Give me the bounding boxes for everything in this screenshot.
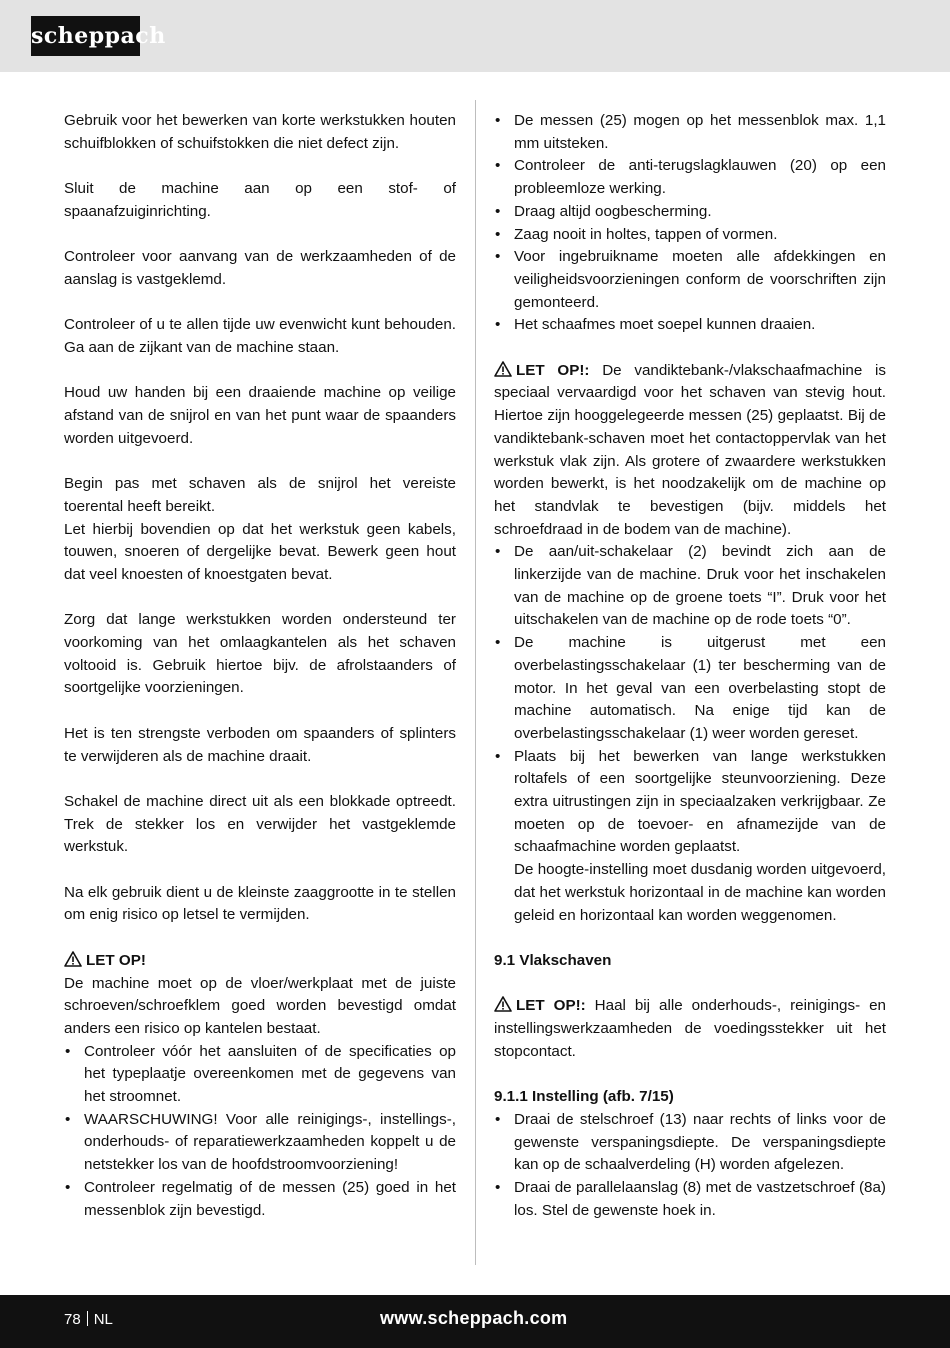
- paragraph: Het is ten strengste verboden om spaanders of splinters te verwijderen als de machine draait.: [64, 724, 456, 765]
- section-heading: 9.1 Vlakschaven: [494, 951, 612, 969]
- list-item: • Het schaafmes moet soepel kunnen draaien.: [494, 314, 886, 337]
- list-item: • Controleer regelmatig of de messen (25) goed in het messenblok zijn bevestigd.: [64, 1177, 456, 1222]
- website-link[interactable]: www.scheppach.com: [380, 1308, 568, 1328]
- list-item: • Controleer de anti-terugslagklauwen (20) op een probleemloze werking.: [494, 155, 886, 200]
- warning-title: LET OP!:: [516, 997, 586, 1015]
- warning-text: Haal bij alle onderhouds-, reinigings- en instellingswerkzaamheden de voedingsstekker uit het stopcontact.: [494, 997, 886, 1060]
- list-item: • De machine is uitgerust met een overbelastingsschakelaar (1) ter bescherming van de motor. In het geval van een overbelasting stopt de machine automatisch. Na enige tijd kan de overbelastingsschakelaar (1) weer worden gereset.: [494, 632, 886, 746]
- list-item: • De messen (25) mogen op het messenblok max. 1,1 mm uitsteken.: [494, 110, 886, 155]
- list-item: [494, 746, 886, 928]
- bullet-list: [494, 110, 886, 337]
- paragraph: Gebruik voor het bewerken van korte werkstukken houten schuifblokken of schuifstokken die niet defect zijn.: [64, 112, 456, 152]
- bullet-list: [494, 1109, 886, 1223]
- paragraph: Controleer of u te allen tijde uw evenwicht kunt behouden. Ga aan de zijkant van de machine staan.: [64, 316, 456, 356]
- warning-paragraph: [494, 995, 886, 1063]
- list-item: • Draai de parallelaanslag (8) met de vastzetschroef (8a) los. Stel de gewenste hoek in.: [494, 1177, 886, 1222]
- page-footer: [0, 1295, 950, 1348]
- warning-triangle-icon: [64, 951, 82, 967]
- page-number: 78: [64, 1311, 81, 1328]
- paragraph: Sluit de machine aan op een stof- of spaanafzuiginrichting.: [64, 180, 456, 220]
- warning-text: De machine moet op de vloer/werkplaat met de juiste schroeven/schroefklem goed worden bevestigd omdat anders een risico op kantelen bestaat.: [64, 974, 456, 1037]
- list-item-text: Plaats bij het bewerken van lange werkstukken roltafels of een soortgelijke steunvoorziening. Deze extra uitrustingen zijn in speciaalzaken verkrijgbaar. Ze moeten op de toevoer- en afnamezijde van de schaafmachine worden geplaatst.: [514, 747, 886, 856]
- warning-text: De vandiktebank-/vlakschaafmachine is speciaal vervaardigd voor het schaven van stevig hout. Hiertoe zijn hooggelegeerde messen (25) geplaatst. Bij de vandiktebank-schaven moet het contactoppervlak van het werkstuk vlak zijn. Als grotere of zwaardere werkstukken worden bewerkt, is het noodzakelijk om de machine op het standvlak te bevestigen (bijv. middels het schroefdraad in de bodem van de machine).: [494, 361, 886, 538]
- bullet-list: [64, 1041, 456, 1223]
- paragraph: Houd uw handen bij een draaiende machine op veilige afstand van de snijrol en van het punt waar de spaanders worden uitgevoerd.: [64, 384, 456, 447]
- scheppach-logo: scheppach: [31, 16, 140, 56]
- subsection-heading: 9.1.1 Instelling (afb. 7/15): [494, 1088, 674, 1106]
- list-item: • De aan/uit-schakelaar (2) bevindt zich aan de linkerzijde van de machine. Druk voor het inschakelen van de machine op de groene toets “I”. Druk voor het uitschakelen van de machine op de rode toets “0”.: [494, 541, 886, 632]
- warning-triangle-icon: [494, 361, 512, 377]
- paragraph: Begin pas met schaven als de snijrol het vereiste toerental heeft bereikt.: [64, 475, 456, 515]
- page-number-block: [64, 1311, 113, 1328]
- warning-title: LET OP!: [86, 951, 146, 969]
- list-item-continuation: De hoogte-instelling moet dusdanig worden uitgevoerd, dat het werkstuk horizontaal in de machine kan worden geleid en horizontaal kan worden weggenomen.: [514, 861, 886, 924]
- list-item: • Voor ingebruikname moeten alle afdekkingen en veiligheidsvoorzieningen conform de voorschriften zijn gemonteerd.: [494, 246, 886, 314]
- paragraph: Zorg dat lange werkstukken worden ondersteund ter voorkoming van het omlaagkantelen als het schaven voltooid is. Gebruik hiertoe bijv. de afrolstaanders of soortgelijke voorzieningen.: [64, 611, 456, 697]
- warning-heading: [64, 950, 456, 973]
- bullet-list: [494, 541, 886, 745]
- list-item: • Zaag nooit in holtes, tappen of vormen.: [494, 224, 886, 247]
- list-item: • WAARSCHUWING! Voor alle reinigings-, instellings-, onderhouds- of reparatiewerkzaamheden koppelt u de netstekker los van de hoofdstroomvoorziening!: [64, 1109, 456, 1177]
- paragraph: Schakel de machine direct uit als een blokkade optreedt. Trek de stekker los en verwijder het vastgeklemde werkstuk.: [64, 792, 456, 856]
- warning-triangle-icon: [494, 996, 512, 1012]
- list-item: • Draai de stelschroef (13) naar rechts of links voor de gewenste verspaningsdiepte. De verspaningsdiepte kan op de schaalverdeling (H) worden afgelezen.: [494, 1109, 886, 1177]
- separator: [87, 1311, 88, 1326]
- right-column: [494, 110, 886, 1222]
- paragraph: Controleer voor aanvang van de werkzaamheden of de aanslag is vastgeklemd.: [64, 248, 456, 288]
- warning-title: LET OP!:: [516, 361, 590, 379]
- language-code: NL: [93, 1311, 113, 1328]
- paragraph: Let hierbij bovendien op dat het werkstuk geen kabels, touwen, snoeren of dergelijke bevat. Bewerk geen hout dat veel knoesten of knoestgaten bevat.: [64, 520, 456, 583]
- warning-paragraph: [494, 360, 886, 542]
- list-item: • Draag altijd oogbescherming.: [494, 201, 886, 224]
- page-header: [0, 0, 950, 72]
- bullet-list: [494, 746, 886, 928]
- column-divider: [475, 100, 476, 1265]
- left-column: [64, 110, 456, 1222]
- paragraph: Na elk gebruik dient u de kleinste zaaggrootte in te stellen om enig risico op letsel te vermijden.: [64, 883, 456, 924]
- list-item: • Controleer vóór het aansluiten of de specificaties op het typeplaatje overeenkomen met de gegevens van het stroomnet.: [64, 1041, 456, 1109]
